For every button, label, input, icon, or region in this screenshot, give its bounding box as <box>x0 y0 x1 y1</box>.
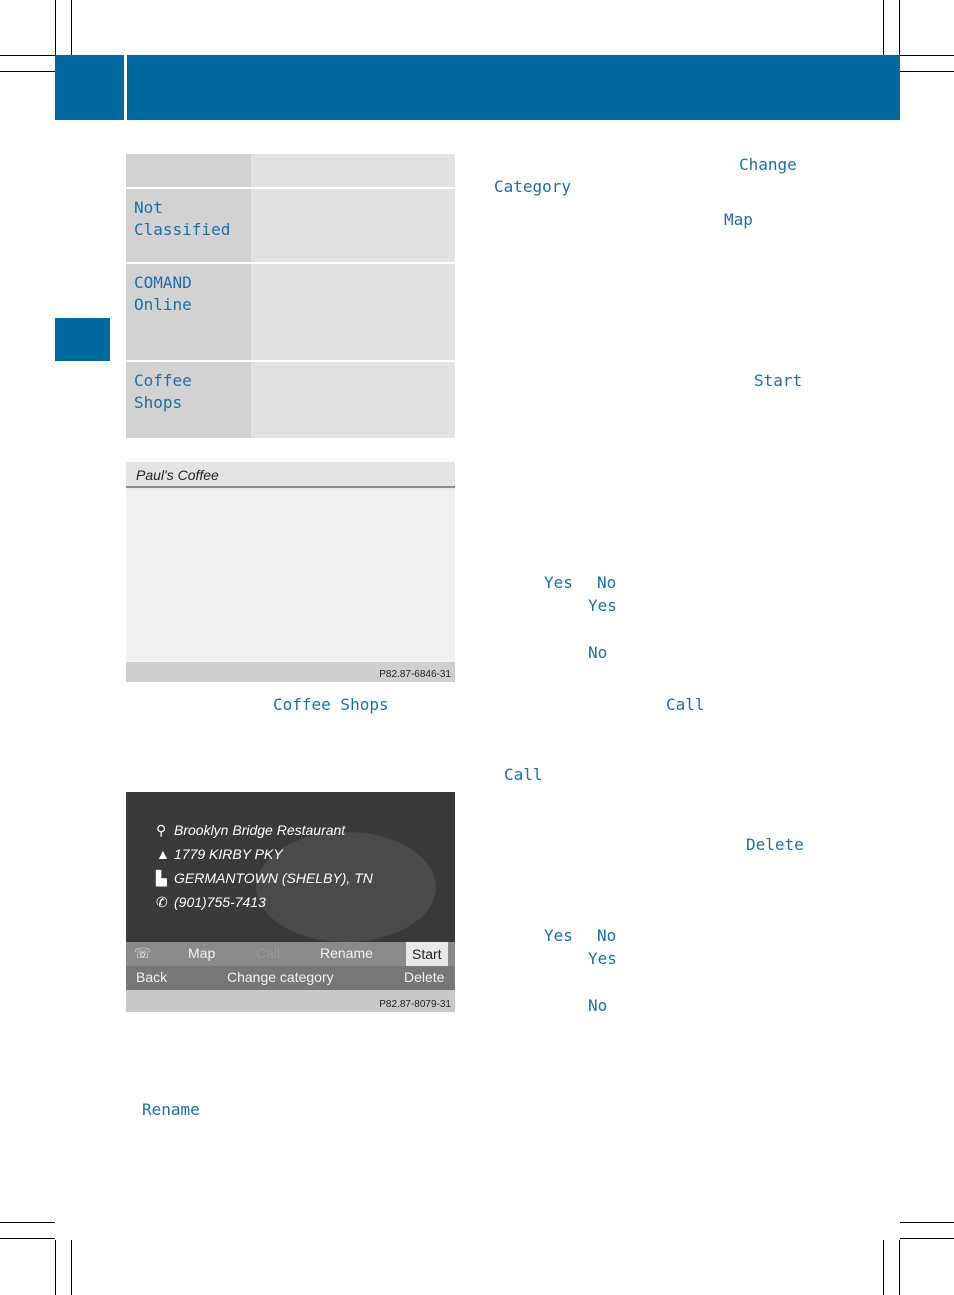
table-row <box>126 189 455 262</box>
table-row <box>126 362 455 438</box>
change-category-button[interactable]: Change category <box>227 969 334 985</box>
crop-mark <box>900 55 954 56</box>
header-divider <box>124 55 127 120</box>
voice-icon[interactable]: ☏ <box>134 945 152 961</box>
phone-icon: ✆ <box>156 894 168 910</box>
crop-mark <box>883 1240 884 1295</box>
category-label-not-classified: Not Classified <box>134 198 231 239</box>
crop-mark <box>55 0 56 55</box>
category-table <box>126 154 455 438</box>
restaurant-icon: ⚲ <box>156 822 167 838</box>
no-link: No <box>588 996 608 1015</box>
image-caption: P82.87-8079-31 <box>379 999 451 1010</box>
delete-button[interactable]: Delete <box>404 969 445 985</box>
screen-footer <box>126 662 455 682</box>
crop-mark <box>71 1240 72 1295</box>
call-link: Call <box>504 765 543 784</box>
screen-title: Paul's Coffee <box>136 467 219 483</box>
change-link: Change <box>739 155 797 174</box>
info-street: ▲ 1779 KIRBY PKY <box>156 846 283 862</box>
crop-mark <box>71 0 72 55</box>
info-name: ⚲ Brooklyn Bridge Restaurant <box>156 822 346 838</box>
crop-mark <box>0 71 55 72</box>
menu-row-top <box>126 942 455 966</box>
call-button[interactable]: Call <box>256 945 281 961</box>
crop-mark <box>900 1238 954 1239</box>
back-button[interactable]: Back <box>136 969 168 985</box>
menu-row-bottom <box>126 966 455 990</box>
category-link: Category <box>494 177 572 196</box>
table-row <box>126 264 455 360</box>
screen-title-bar <box>126 462 455 488</box>
map-button[interactable]: Map <box>188 945 216 961</box>
image-caption: P82.87-6846-31 <box>379 669 451 680</box>
yes-link: Yes <box>588 596 617 615</box>
crop-mark <box>899 0 900 55</box>
crop-mark <box>55 1240 56 1295</box>
street-icon: ▲ <box>156 846 170 862</box>
call-link: Call <box>666 695 705 714</box>
chapter-tab <box>55 318 110 361</box>
crop-mark <box>900 1222 954 1223</box>
start-link: Start <box>754 371 803 390</box>
no-link: No <box>588 643 608 662</box>
no-link: No <box>597 926 617 945</box>
screenshot-pauls-coffee <box>126 462 455 682</box>
crop-mark <box>899 1240 900 1295</box>
crop-mark <box>0 55 55 56</box>
map-link: Map <box>724 210 753 229</box>
screen-body <box>126 490 455 662</box>
start-button[interactable]: Start <box>406 942 448 966</box>
header-bar <box>55 55 900 120</box>
table-row <box>126 154 455 187</box>
info-city: ▙ GERMANTOWN (SHELBY), TN <box>156 870 373 886</box>
crop-mark <box>0 1238 55 1239</box>
yes-link: Yes <box>588 949 617 968</box>
no-link: No <box>597 573 617 592</box>
delete-link: Delete <box>746 835 804 854</box>
city-icon: ▙ <box>156 870 167 886</box>
coffee-shops-link: Coffee Shops <box>273 695 389 714</box>
screenshot-destination-details <box>126 792 455 1012</box>
rename-link: Rename <box>142 1100 200 1119</box>
crop-mark <box>900 71 954 72</box>
crop-mark <box>883 0 884 55</box>
info-phone: ✆ (901)755-7413 <box>156 894 266 910</box>
yes-link: Yes <box>544 573 573 592</box>
category-label-comand-online: COMAND Online <box>134 273 192 314</box>
rename-button[interactable]: Rename <box>320 945 373 961</box>
yes-link: Yes <box>544 926 573 945</box>
screen-footer <box>126 990 455 1012</box>
crop-mark <box>0 1222 55 1223</box>
category-label-coffee-shops: Coffee Shops <box>134 371 192 412</box>
